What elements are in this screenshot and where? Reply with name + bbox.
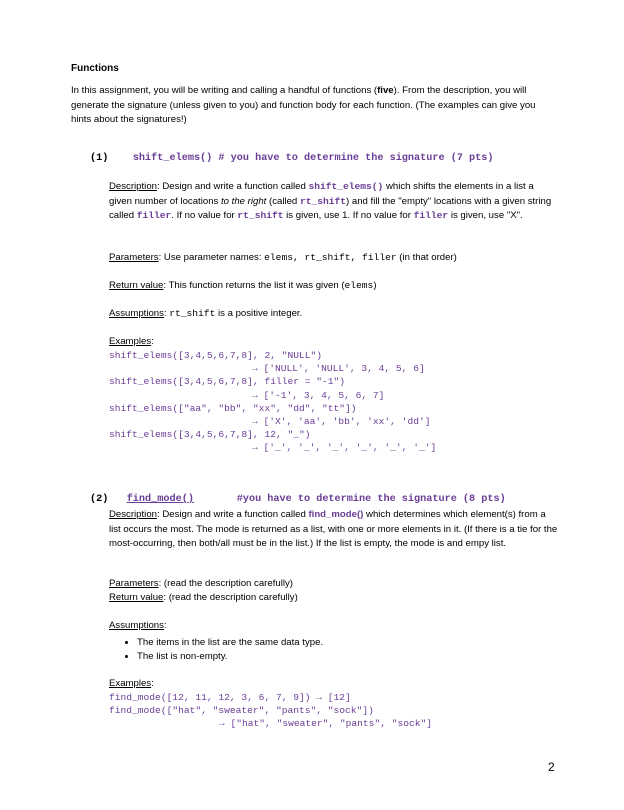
return-text: : This function returns the list it was given ( xyxy=(163,280,345,291)
desc-code: rt_shift xyxy=(237,210,284,222)
section2-examples-label: Examples: xyxy=(109,678,154,689)
section1-assumptions xyxy=(109,307,559,322)
parameters-text: : Use parameter names: xyxy=(158,252,265,263)
section2-assumptions xyxy=(109,619,559,665)
assumptions-label: Assumptions xyxy=(109,620,164,631)
desc-text: : Design and write a function called xyxy=(157,181,309,192)
return-label: Return value xyxy=(109,592,164,603)
desc-fn: shift_elems() xyxy=(308,181,384,192)
parameters-label: Parameters xyxy=(109,252,159,263)
return-label: Return value xyxy=(109,280,164,291)
assumptions-list xyxy=(109,636,559,665)
desc-text: which determines which element(s) from a list occurs the most. The mode is returned as a list, with one or more elements in it. (If there is a tie for the most-occurring, then both/all must be in the list.) If the list is empty, the mode is and empy list. xyxy=(109,509,558,550)
section1-return xyxy=(109,279,559,294)
desc-fn: find_mode() xyxy=(308,509,364,520)
assumptions-text: : xyxy=(163,620,167,631)
list-item: • The items in the list are the same data type. xyxy=(137,636,559,651)
description-label: Description xyxy=(109,181,157,192)
examples-label: Examples xyxy=(109,678,152,689)
desc-italic: to the right xyxy=(221,195,267,207)
example-result: → ['-1', 3, 4, 5, 6, 7] xyxy=(252,389,385,401)
desc-text: ) and fill the "empty" locations with a given string called xyxy=(109,195,552,222)
example-result: → ['NULL', 'NULL', 3, 4, 5, 6] xyxy=(252,363,425,375)
section2-return xyxy=(109,591,559,606)
example-call: find_mode(["hat", "sweater", "pants", "sock"]) xyxy=(109,705,374,717)
desc-text: (called xyxy=(266,195,300,207)
section1-number: (1) xyxy=(90,153,109,164)
examples-label: Examples xyxy=(109,336,152,347)
section2-parameters xyxy=(109,577,559,592)
intro-text: In this assignment, you will be writing and calling a handful of functions ( xyxy=(71,85,378,96)
example-call: shift_elems([3,4,5,6,7,8], 2, "NULL") xyxy=(109,350,323,361)
section1-header-text: shift_elems() # you have to determine the signature (7 pts) xyxy=(132,153,494,164)
assumptions-code: rt_shift xyxy=(169,308,216,319)
section1-examples-label: Examples: xyxy=(109,336,154,347)
desc-text: is given, use "X". xyxy=(448,210,523,222)
intro-paragraph xyxy=(71,84,557,128)
return-text: : (read the description carefully) xyxy=(163,592,298,603)
intro-text-rest: ). From the description, you will generate the signature (unless given to you) and function body for each function. (The examples can give you hints about the signatures!) xyxy=(71,85,536,126)
parameters-text: : (read the description carefully) xyxy=(158,578,293,589)
section-heading: Functions xyxy=(71,63,119,74)
desc-text: is given, use 1. If no value for xyxy=(283,210,414,222)
desc-text: : Design and write a function called xyxy=(157,509,309,520)
assumptions-text: is a positive integer. xyxy=(215,308,303,319)
assumptions-label: Assumptions xyxy=(109,308,164,319)
desc-text: which shifts the elements in a list a given number of locations xyxy=(109,181,534,207)
example-call: shift_elems([3,4,5,6,7,8], filler = "-1") xyxy=(109,376,346,388)
desc-text: . If no value for xyxy=(171,210,238,222)
parameters-label: Parameters xyxy=(109,578,159,589)
intro-bold: five xyxy=(377,85,394,96)
desc-code: filler xyxy=(413,210,449,222)
section2-header xyxy=(90,494,506,505)
example-call: shift_elems(["aa", "bb", "xx", "dd", "tt"]) xyxy=(109,402,357,414)
section1-header xyxy=(90,153,494,164)
example-result: → ['X', 'aa', 'bb', 'xx', 'dd'] xyxy=(252,416,431,428)
section1-examples xyxy=(109,349,436,455)
example-call: shift_elems([3,4,5,6,7,8], 12, "_") xyxy=(109,429,311,441)
example-result: → ['_', '_', '_', '_', '_', '_'] xyxy=(252,442,437,454)
section2-comment: #you have to determine the signature (8 pts) xyxy=(236,494,506,505)
section2-description xyxy=(109,508,559,552)
return-text: ) xyxy=(373,280,377,291)
desc-code: filler xyxy=(136,210,172,222)
section2-fn: find_mode() xyxy=(126,494,194,505)
list-item: • The list is non-empty. xyxy=(137,650,559,665)
example-result: → ["hat", "sweater", "pants", "sock"] xyxy=(219,718,433,730)
desc-code: rt_shift xyxy=(299,195,346,207)
section1-description xyxy=(109,180,559,224)
page-number: 2 xyxy=(548,760,555,774)
section1-parameters xyxy=(109,251,559,266)
example-call: find_mode([12, 11, 12, 3, 6, 7, 9]) → [12] xyxy=(109,692,351,703)
return-code: elems xyxy=(344,280,374,291)
parameters-text: (in that order) xyxy=(396,252,457,263)
description-label: Description xyxy=(109,509,157,520)
section2-number: (2) xyxy=(90,494,109,505)
assumptions-text: : xyxy=(163,308,170,319)
parameters-code: elems, rt_shift, filler xyxy=(264,252,397,263)
section2-examples xyxy=(109,691,432,731)
